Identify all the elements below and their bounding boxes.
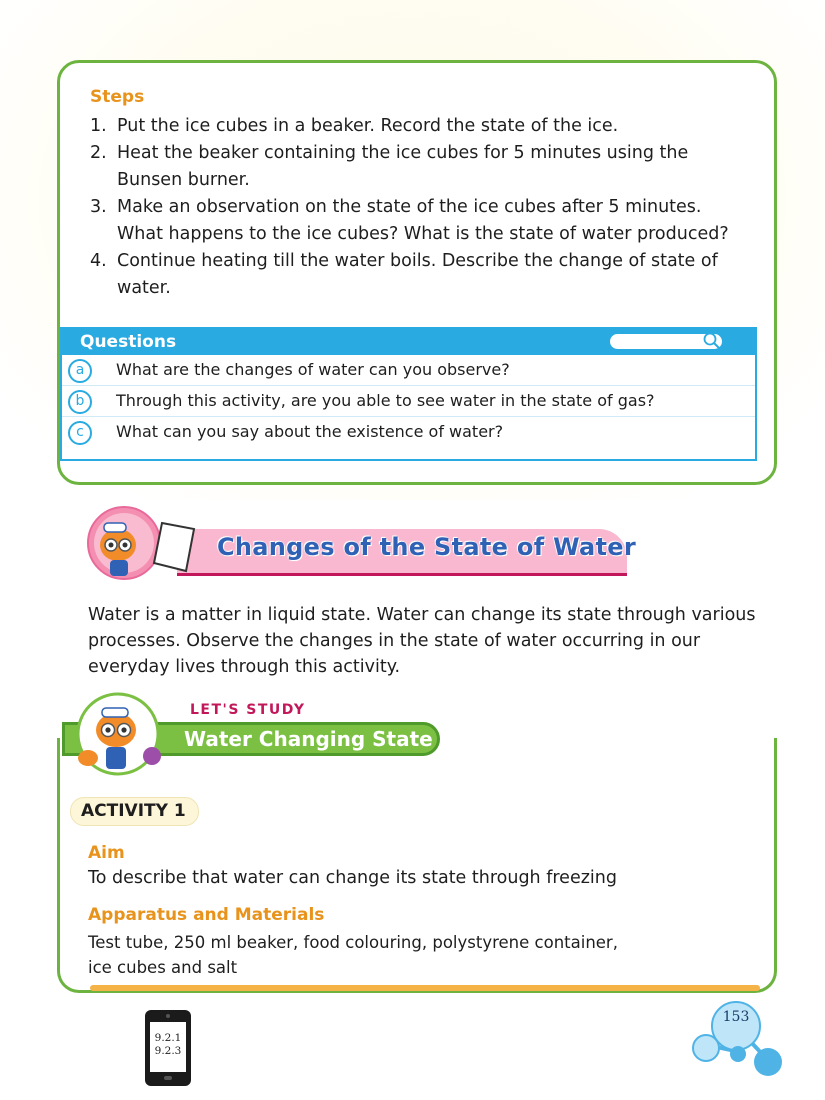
step-item [90, 140, 730, 194]
question-text: What can you say about the existence of water? [116, 422, 504, 441]
tablet-screen [150, 1022, 186, 1072]
steps-card [57, 60, 777, 485]
study-title: Water Changing State [184, 727, 433, 751]
step-number: 2. [90, 143, 107, 163]
mascot-robot-study-icon [60, 690, 184, 780]
questions-header [62, 329, 755, 355]
step-number: 3. [90, 197, 107, 217]
page-number: 153 [722, 1009, 750, 1025]
step-item [90, 194, 730, 248]
question-row [62, 417, 755, 447]
step-text: Continue heating till the water boils. Describe the change of state of [117, 251, 718, 271]
tablet-camera [166, 1014, 170, 1018]
question-row [62, 386, 755, 417]
intro-paragraph: Water is a matter in liquid state. Water can change its state through various processes. Observe the changes in the state of water occurring in our everyday lives through this activity. [88, 605, 756, 677]
aim-text: To describe that water can change its state through freezing [88, 868, 617, 888]
apparatus-line: Test tube, 250 ml beaker, food colouring, polystyrene container, [88, 933, 618, 952]
questions-box [60, 327, 757, 461]
question-row [62, 355, 755, 386]
step-number: 4. [90, 251, 107, 271]
apparatus-line: ice cubes and salt [88, 958, 238, 977]
step-item [90, 113, 730, 140]
apparatus-heading: Apparatus and Materials [88, 905, 325, 925]
section-banner [82, 505, 642, 580]
steps-heading: Steps [90, 87, 145, 107]
step-text: What happens to the ice cubes? What is the state of water produced? [117, 224, 729, 244]
question-letter: b [68, 390, 92, 414]
lets-study-label: LET'S STUDY [190, 702, 306, 718]
search-bar[interactable] [610, 334, 722, 349]
standard-code: 9.2.3 [154, 1045, 182, 1057]
question-text: What are the changes of water can you observe? [116, 360, 510, 379]
aim-heading: Aim [88, 843, 125, 863]
step-text: water. [117, 278, 171, 298]
steps-list [90, 113, 730, 302]
step-text: Bunsen burner. [117, 170, 250, 190]
tablet-home-button [164, 1076, 172, 1080]
tablet-device-icon[interactable] [145, 1010, 191, 1086]
step-text: Put the ice cubes in a beaker. Record the state of the ice. [117, 116, 619, 136]
apparatus-text [88, 930, 648, 980]
search-icon [702, 331, 722, 351]
step-item [90, 248, 730, 302]
activity-label: ACTIVITY 1 [70, 797, 199, 826]
orange-divider [90, 985, 760, 991]
step-text: Make an observation on the state of the ice cubes after 5 minutes. [117, 197, 702, 217]
section-title: Changes of the State of Water [217, 533, 636, 561]
step-number: 1. [90, 116, 107, 136]
questions-title: Questions [80, 332, 177, 352]
question-text: Through this activity, are you able to see water in the state of gas? [116, 391, 655, 410]
question-letter: c [68, 421, 92, 445]
step-text: Heat the beaker containing the ice cubes for 5 minutes using the [117, 143, 689, 163]
standard-code: 9.2.1 [154, 1032, 182, 1044]
question-letter: a [68, 359, 92, 383]
